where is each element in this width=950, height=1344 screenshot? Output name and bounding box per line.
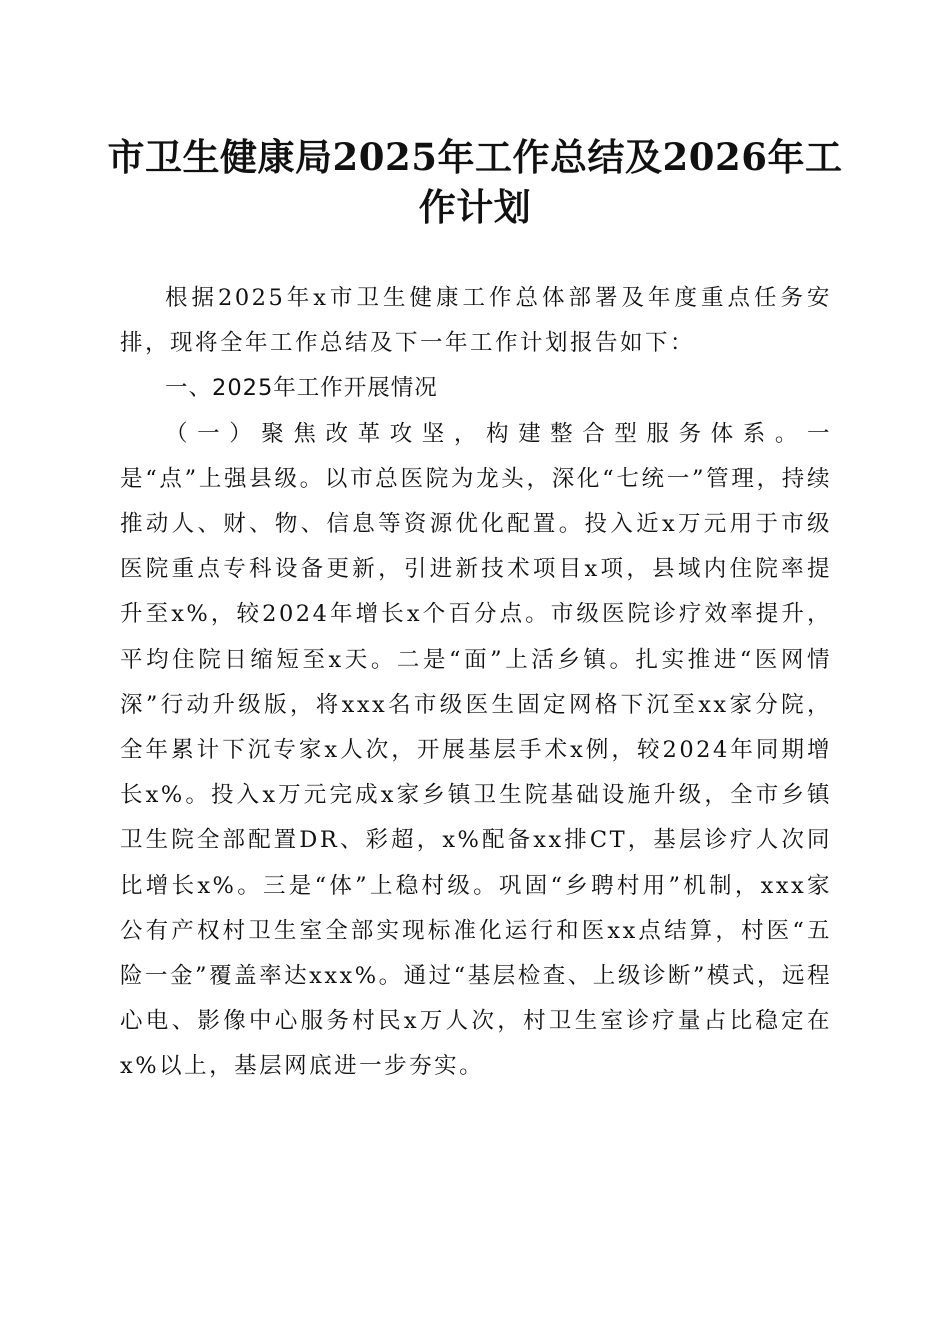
document-title: 市卫生健康局2025年工作总结及2026年工作计划 — [107, 135, 843, 229]
subsection-body: 一是“点”上强县级。以市总医院为龙头，深化“七统一”管理，持续推动人、财、物、信息等资源优化配置。投入近x万元用于市级医院重点专科设备更新，引进新技术项目x项，县域内住院率提升至x%，较2024年增长x个百分点。市级医院诊疗效率提升，平均住院日缩短至x天。二是“面”上活乡镇。扎实推进“医网情深”行动升级版，将xxx名市级医生固定网格下沉至xx家分院，全年累计下沉专家x人次，开展基层手术x例，较2024年同期增长x%。投入x万元完成x家乡镇卫生院基础设施升级，全市乡镇卫生院全部配置DR、彩超，x%配备xx排CT，基层诊疗人次同比增长x%。三是“体”上稳村级。巩固“乡聘村用”机制，xxx家公有产权村卫生室全部实现标准化运行和医xx点结算，村医“五险一金”覆盖率达xxx%。通过“基层检查、上级诊断”模式，远程心电、影像中心服务村民x万人次，村卫生室诊疗量占比稳定在x%以上，基层网底进一步夯实。 — [120, 420, 832, 1080]
document-body — [120, 276, 832, 1090]
section-heading: 一、2025年工作开展情况 — [165, 375, 438, 402]
subsection-paragraph — [120, 412, 832, 1090]
subsection-lead: （一）聚焦改革攻坚，构建整合型服务体系。 — [165, 420, 807, 447]
intro-paragraph: 根据2025年x市卫生健康工作总体部署及年度重点任务安排，现将全年工作总结及下一年工作计划报告如下： — [120, 285, 832, 357]
